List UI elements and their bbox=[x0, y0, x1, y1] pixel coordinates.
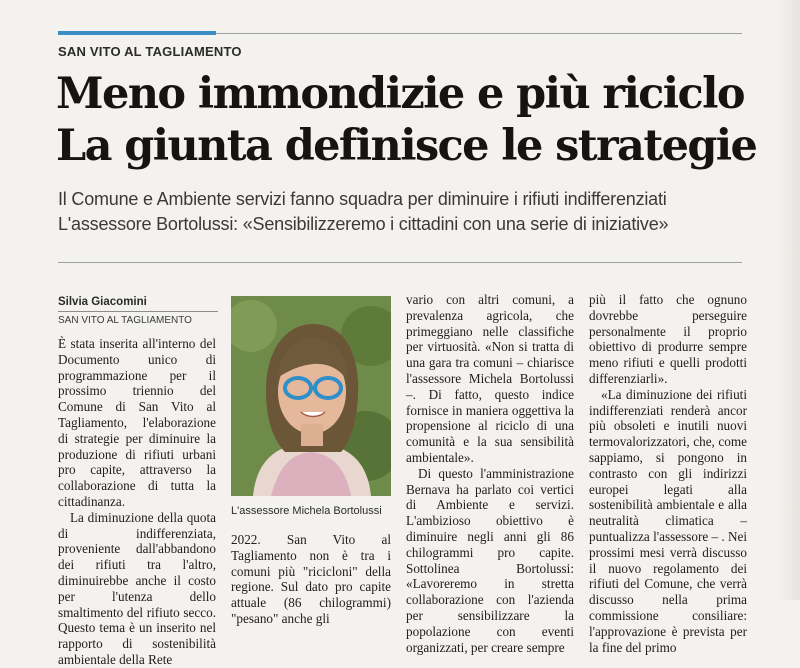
article-column-3 bbox=[406, 292, 574, 655]
dateline: SAN VITO AL TAGLIAMENTO bbox=[58, 315, 192, 326]
paragraph: La diminuzione della quota di indifferenziata, proveniente dall'abbandono dei rifiuti tra l'altro, diminuirebbe anche il costo per l'utenza dello smaltimento del rifiuto secco. Questo tema è un inserito nel rapporto di sostenibilità ambientale della Rete bbox=[58, 509, 216, 667]
paragraph: 2022. San Vito al Tagliamento non è tra i comuni più "ricicloni" della regione. Sul dato pro capite attuale (86 chilogrammi) "pesano" anche gli bbox=[231, 532, 391, 626]
paragraph: vario con altri comuni, a prevalenza agricola, che primeggiano nelle classifiche per virtuosità. «Non si tratta di una gara tra comuni – chiarisce l'assessore Michela Bortolussi –. Di fatto, questo indice fornisce in maniera oggettiva la propensione al riciclo di una comunità e la sua sensibilità ambientale». bbox=[406, 292, 574, 465]
subheadline bbox=[58, 187, 758, 237]
article-column-4 bbox=[589, 292, 747, 655]
headline bbox=[56, 68, 756, 172]
paragraph: Di questo l'amministrazione Bernava ha parlato coi vertici di Ambiente e servizi. L'ambizioso obiettivo è diminuire negli anni gli 86 chilogrammi pro capite. Sottolinea Bortolussi: «Lavoreremo in stretta collaborazione con l'azienda per sensibilizzare la popolazione con eventi organizzati, per creare sempre bbox=[406, 465, 574, 655]
author-rule bbox=[58, 311, 218, 312]
article-column-1 bbox=[58, 336, 216, 668]
paragraph: più il fatto che ognuno dovrebbe perseguire personalmente il proprio obiettivo di produrre sempre meno rifiuti e quelli prodotti differenziarli». bbox=[589, 292, 747, 386]
author-name: Silvia Giacomini bbox=[58, 296, 147, 308]
portrait-photo bbox=[231, 296, 391, 496]
body-separator-rule bbox=[58, 262, 742, 263]
photo-caption: L'assessore Michela Bortolussi bbox=[231, 505, 382, 517]
subheadline-line-1: Il Comune e Ambiente servizi fanno squadra per diminuire i rifiuti indifferenziati bbox=[58, 189, 667, 209]
article-column-2-bottom bbox=[231, 532, 391, 627]
headline-line-2: La giunta definisce le strategie bbox=[56, 121, 757, 171]
portrait-illustration bbox=[231, 296, 391, 496]
page-edge-shadow bbox=[778, 0, 800, 600]
section-accent-bar bbox=[58, 31, 216, 35]
paragraph: È stata inserita all'interno del Documento unico di programmazione per il prossimo triennio del Comune di San Vito al Tagliamento, l'elaborazione di strategie per diminuire la produzione di rifiuti urbani pro capite, attraverso la collaborazione di tutta la cittadinanza. bbox=[58, 336, 216, 509]
headline-line-1: Meno immondizie e più riciclo bbox=[56, 69, 744, 119]
paragraph: «La diminuzione dei rifiuti indifferenziati renderà ancor più obsoleti e inutili nuovi termovalorizzatori, che, come sappiamo, si pongono in contrasto con gli indirizzi europei legati alla sostenibilità ambientale e alla neutralità climatica – puntualizza l'assessore – . Nei prossimi mesi verrà discusso il nuovo regolamento dei rifiuti del Comune, che verrà discusso nella prima commissione consiliare: l'approvazione è prevista per la fine del primo bbox=[589, 386, 748, 655]
section-kicker: SAN VITO AL TAGLIAMENTO bbox=[58, 44, 242, 59]
subheadline-line-2: L'assessore Bortolussi: «Sensibilizzeremo i cittadini con una serie di iniziative» bbox=[58, 214, 669, 234]
